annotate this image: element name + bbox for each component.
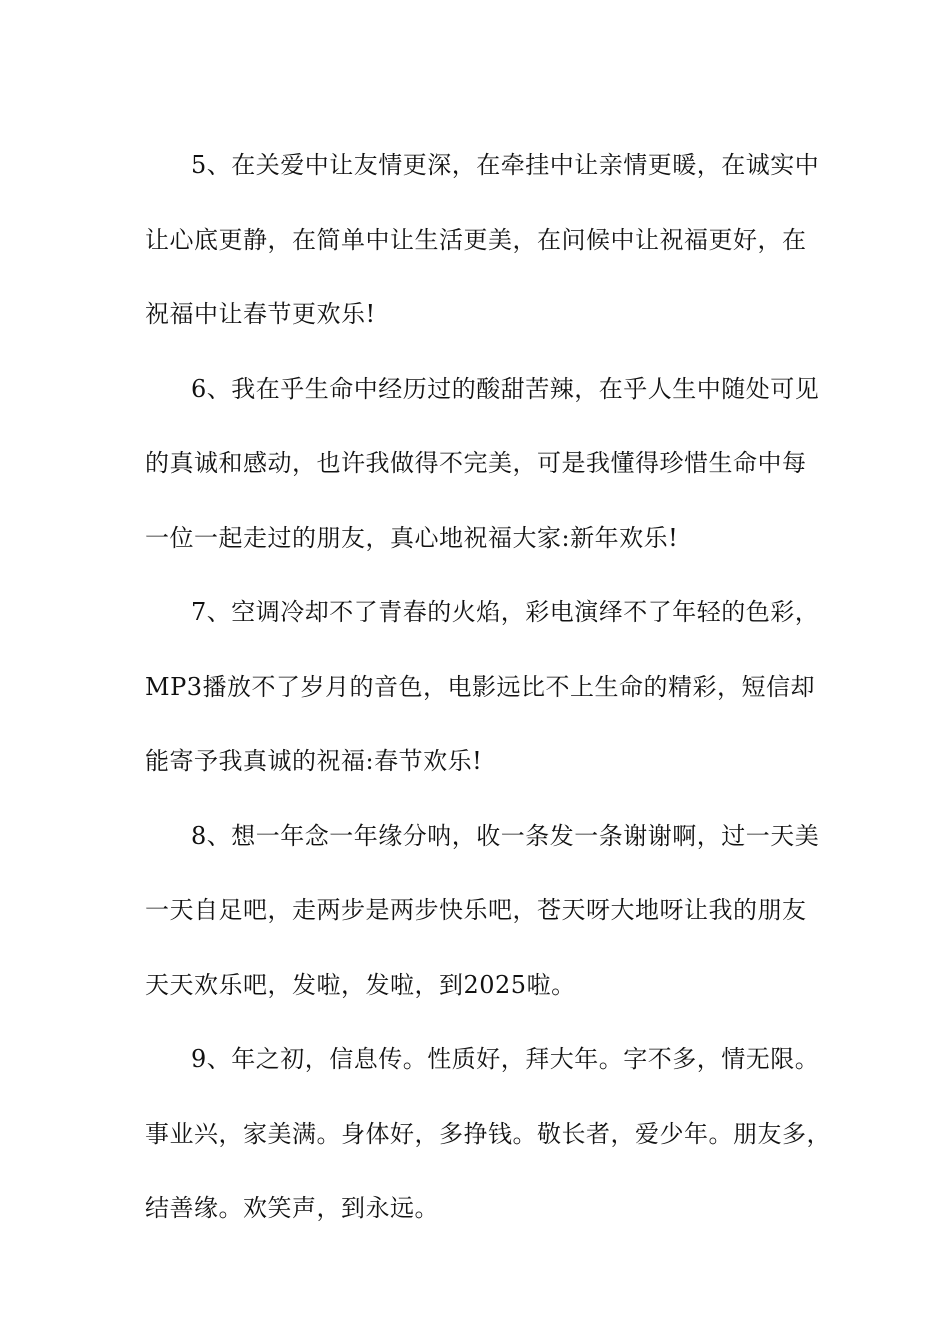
paragraph-8 — [145, 799, 820, 1023]
document-body — [145, 128, 831, 1246]
paragraph-line: 8、想一年念一年缘分呐，收一条发一条谢谢啊，过一天美 — [191, 821, 820, 850]
paragraph-line: 9、年之初，信息传。性质好，拜大年。字不多，情无限。 — [191, 1045, 820, 1073]
paragraph-line: 天天欢乐吧，发啦，发啦，到2025啦。 — [145, 970, 576, 999]
paragraph-line: 一位一起走过的朋友，真心地祝福大家:新年欢乐! — [145, 523, 679, 552]
paragraph-line: 能寄予我真诚的祝福:春节欢乐! — [145, 747, 483, 775]
paragraph-line: 祝福中让春节更欢乐! — [145, 300, 376, 328]
paragraph-line: 让心底更静，在简单中让生活更美，在问候中让祝福更好，在 — [145, 225, 807, 254]
paragraph-line: 6、我在乎生命中经历过的酸甜苦辣，在乎人生中随处可见 — [191, 374, 820, 403]
paragraph-line: MP3播放不了岁月的音色，电影远比不上生命的精彩，短信却 — [145, 672, 815, 701]
paragraph-line: 一天自足吧，走两步是两步快乐吧，苍天呀大地呀让我的朋友 — [145, 896, 807, 924]
paragraph-7 — [145, 575, 820, 799]
paragraph-line: 5、在关爱中让友情更深，在牵挂中让亲情更暖，在诚实中 — [191, 151, 820, 179]
paragraph-5 — [145, 128, 820, 352]
paragraph-9 — [145, 1022, 831, 1246]
paragraph-line: 7、空调冷却不了青春的火焰，彩电演绎不了年轻的色彩， — [191, 598, 820, 626]
paragraph-6 — [145, 352, 820, 576]
paragraph-line: 事业兴，家美满。身体好，多挣钱。敬长者，爱少年。朋友多， — [145, 1119, 831, 1148]
paragraph-line: 结善缘。欢笑声，到永远。 — [145, 1194, 439, 1222]
paragraph-line: 的真诚和感动，也许我做得不完美，可是我懂得珍惜生命中每 — [145, 449, 807, 477]
